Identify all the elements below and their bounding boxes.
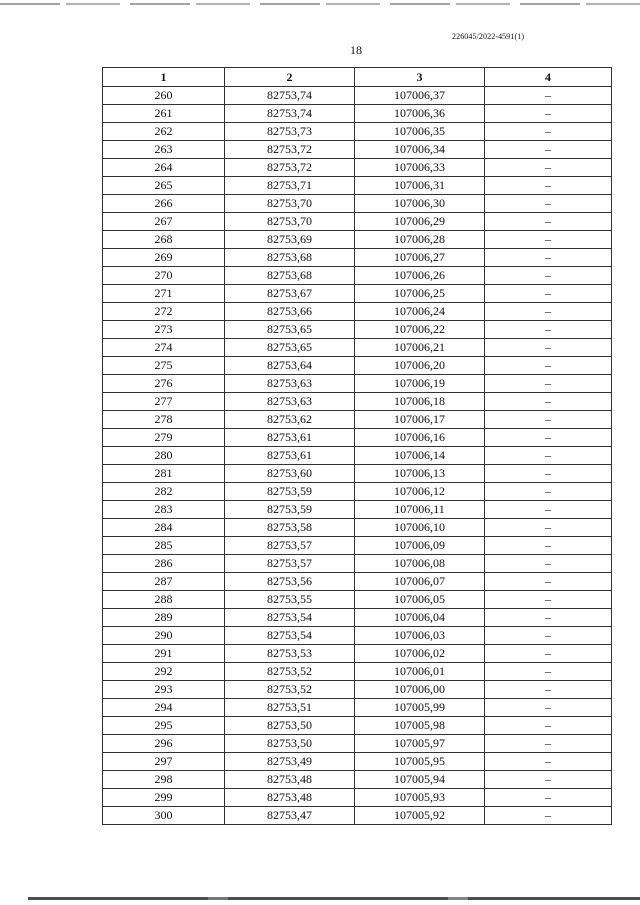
point-number-cell: 290: [103, 627, 225, 645]
table-row: [103, 411, 612, 429]
point-number-cell: 274: [103, 339, 225, 357]
x-coordinate-cell: 82753,73: [225, 123, 355, 141]
column-header-1: 1: [103, 68, 225, 87]
column-header-2: 2: [225, 68, 355, 87]
column-4-cell: –: [485, 591, 612, 609]
column-4-cell: –: [485, 429, 612, 447]
x-coordinate-cell: 82753,49: [225, 753, 355, 771]
column-4-cell: –: [485, 375, 612, 393]
x-coordinate-cell: 82753,70: [225, 213, 355, 231]
point-number-cell: 292: [103, 663, 225, 681]
coordinates-table: [102, 67, 612, 825]
table-row: [103, 699, 612, 717]
column-4-cell: –: [485, 231, 612, 249]
point-number-cell: 285: [103, 537, 225, 555]
y-coordinate-cell: 107006,34: [355, 141, 485, 159]
document-number: 226045/2022-4591(1): [452, 32, 525, 41]
column-4-cell: –: [485, 357, 612, 375]
x-coordinate-cell: 82753,68: [225, 249, 355, 267]
x-coordinate-cell: 82753,65: [225, 339, 355, 357]
y-coordinate-cell: 107006,02: [355, 645, 485, 663]
column-4-cell: –: [485, 807, 612, 825]
y-coordinate-cell: 107006,10: [355, 519, 485, 537]
column-header-3: 3: [355, 68, 485, 87]
x-coordinate-cell: 82753,63: [225, 375, 355, 393]
column-4-cell: –: [485, 465, 612, 483]
column-4-cell: –: [485, 159, 612, 177]
point-number-cell: 284: [103, 519, 225, 537]
y-coordinate-cell: 107006,05: [355, 591, 485, 609]
x-coordinate-cell: 82753,70: [225, 195, 355, 213]
column-4-cell: –: [485, 267, 612, 285]
x-coordinate-cell: 82753,53: [225, 645, 355, 663]
y-coordinate-cell: 107006,12: [355, 483, 485, 501]
column-4-cell: –: [485, 627, 612, 645]
y-coordinate-cell: 107006,00: [355, 681, 485, 699]
x-coordinate-cell: 82753,48: [225, 789, 355, 807]
y-coordinate-cell: 107006,25: [355, 285, 485, 303]
x-coordinate-cell: 82753,74: [225, 105, 355, 123]
table-row: [103, 483, 612, 501]
point-number-cell: 278: [103, 411, 225, 429]
y-coordinate-cell: 107006,33: [355, 159, 485, 177]
table-row: [103, 195, 612, 213]
point-number-cell: 275: [103, 357, 225, 375]
point-number-cell: 273: [103, 321, 225, 339]
column-4-cell: –: [485, 699, 612, 717]
point-number-cell: 300: [103, 807, 225, 825]
x-coordinate-cell: 82753,69: [225, 231, 355, 249]
column-4-cell: –: [485, 321, 612, 339]
x-coordinate-cell: 82753,66: [225, 303, 355, 321]
column-4-cell: –: [485, 789, 612, 807]
column-4-cell: –: [485, 645, 612, 663]
y-coordinate-cell: 107005,92: [355, 807, 485, 825]
column-4-cell: –: [485, 663, 612, 681]
y-coordinate-cell: 107006,01: [355, 663, 485, 681]
column-4-cell: –: [485, 411, 612, 429]
point-number-cell: 264: [103, 159, 225, 177]
point-number-cell: 269: [103, 249, 225, 267]
x-coordinate-cell: 82753,63: [225, 393, 355, 411]
point-number-cell: 283: [103, 501, 225, 519]
column-4-cell: –: [485, 393, 612, 411]
point-number-cell: 279: [103, 429, 225, 447]
table-row: [103, 357, 612, 375]
y-coordinate-cell: 107006,17: [355, 411, 485, 429]
table-row: [103, 249, 612, 267]
table-row: [103, 267, 612, 285]
y-coordinate-cell: 107005,99: [355, 699, 485, 717]
x-coordinate-cell: 82753,57: [225, 555, 355, 573]
table-row: [103, 501, 612, 519]
y-coordinate-cell: 107005,93: [355, 789, 485, 807]
y-coordinate-cell: 107006,27: [355, 249, 485, 267]
y-coordinate-cell: 107006,30: [355, 195, 485, 213]
y-coordinate-cell: 107005,98: [355, 717, 485, 735]
x-coordinate-cell: 82753,65: [225, 321, 355, 339]
point-number-cell: 282: [103, 483, 225, 501]
x-coordinate-cell: 82753,61: [225, 429, 355, 447]
x-coordinate-cell: 82753,48: [225, 771, 355, 789]
page-number: 18: [350, 43, 362, 57]
table-row: [103, 375, 612, 393]
x-coordinate-cell: 82753,58: [225, 519, 355, 537]
point-number-cell: 280: [103, 447, 225, 465]
point-number-cell: 276: [103, 375, 225, 393]
y-coordinate-cell: 107005,97: [355, 735, 485, 753]
y-coordinate-cell: 107006,35: [355, 123, 485, 141]
table-row: [103, 537, 612, 555]
point-number-cell: 294: [103, 699, 225, 717]
x-coordinate-cell: 82753,54: [225, 609, 355, 627]
x-coordinate-cell: 82753,74: [225, 87, 355, 105]
column-4-cell: –: [485, 141, 612, 159]
point-number-cell: 260: [103, 87, 225, 105]
x-coordinate-cell: 82753,56: [225, 573, 355, 591]
point-number-cell: 297: [103, 753, 225, 771]
x-coordinate-cell: 82753,55: [225, 591, 355, 609]
y-coordinate-cell: 107006,21: [355, 339, 485, 357]
table-row: [103, 807, 612, 825]
point-number-cell: 287: [103, 573, 225, 591]
x-coordinate-cell: 82753,47: [225, 807, 355, 825]
table-row: [103, 465, 612, 483]
column-4-cell: –: [485, 735, 612, 753]
table-row: [103, 519, 612, 537]
point-number-cell: 267: [103, 213, 225, 231]
table-row: [103, 447, 612, 465]
column-4-cell: –: [485, 303, 612, 321]
x-coordinate-cell: 82753,59: [225, 483, 355, 501]
y-coordinate-cell: 107005,95: [355, 753, 485, 771]
table-row: [103, 339, 612, 357]
x-coordinate-cell: 82753,57: [225, 537, 355, 555]
point-number-cell: 266: [103, 195, 225, 213]
table-row: [103, 573, 612, 591]
y-coordinate-cell: 107006,03: [355, 627, 485, 645]
column-4-cell: –: [485, 537, 612, 555]
point-number-cell: 289: [103, 609, 225, 627]
column-4-cell: –: [485, 771, 612, 789]
column-header-4: 4: [485, 68, 612, 87]
table-row: [103, 789, 612, 807]
table-row: [103, 771, 612, 789]
table-row: [103, 285, 612, 303]
column-4-cell: –: [485, 483, 612, 501]
table-row: [103, 213, 612, 231]
point-number-cell: 291: [103, 645, 225, 663]
point-number-cell: 293: [103, 681, 225, 699]
y-coordinate-cell: 107006,24: [355, 303, 485, 321]
x-coordinate-cell: 82753,51: [225, 699, 355, 717]
point-number-cell: 261: [103, 105, 225, 123]
x-coordinate-cell: 82753,54: [225, 627, 355, 645]
x-coordinate-cell: 82753,61: [225, 447, 355, 465]
column-4-cell: –: [485, 681, 612, 699]
point-number-cell: 270: [103, 267, 225, 285]
point-number-cell: 268: [103, 231, 225, 249]
scan-artifact-bottom-line: [28, 897, 640, 900]
y-coordinate-cell: 107006,16: [355, 429, 485, 447]
x-coordinate-cell: 82753,52: [225, 663, 355, 681]
table-row: [103, 753, 612, 771]
table-row: [103, 555, 612, 573]
table-row: [103, 609, 612, 627]
table-row: [103, 591, 612, 609]
table-header-row: [103, 68, 612, 87]
column-4-cell: –: [485, 753, 612, 771]
table-row: [103, 159, 612, 177]
x-coordinate-cell: 82753,67: [225, 285, 355, 303]
column-4-cell: –: [485, 249, 612, 267]
x-coordinate-cell: 82753,52: [225, 681, 355, 699]
table-row: [103, 645, 612, 663]
table-row: [103, 717, 612, 735]
point-number-cell: 299: [103, 789, 225, 807]
point-number-cell: 288: [103, 591, 225, 609]
point-number-cell: 265: [103, 177, 225, 195]
table-row: [103, 627, 612, 645]
point-number-cell: 262: [103, 123, 225, 141]
y-coordinate-cell: 107006,19: [355, 375, 485, 393]
point-number-cell: 277: [103, 393, 225, 411]
y-coordinate-cell: 107006,22: [355, 321, 485, 339]
point-number-cell: 286: [103, 555, 225, 573]
column-4-cell: –: [485, 573, 612, 591]
table-row: [103, 663, 612, 681]
y-coordinate-cell: 107006,31: [355, 177, 485, 195]
table-row: [103, 231, 612, 249]
x-coordinate-cell: 82753,72: [225, 141, 355, 159]
y-coordinate-cell: 107006,36: [355, 105, 485, 123]
column-4-cell: –: [485, 285, 612, 303]
table-row: [103, 177, 612, 195]
scan-artifact-top-line: [0, 3, 640, 5]
x-coordinate-cell: 82753,60: [225, 465, 355, 483]
column-4-cell: –: [485, 555, 612, 573]
y-coordinate-cell: 107006,11: [355, 501, 485, 519]
column-4-cell: –: [485, 195, 612, 213]
column-4-cell: –: [485, 519, 612, 537]
x-coordinate-cell: 82753,68: [225, 267, 355, 285]
point-number-cell: 295: [103, 717, 225, 735]
y-coordinate-cell: 107006,14: [355, 447, 485, 465]
point-number-cell: 271: [103, 285, 225, 303]
y-coordinate-cell: 107006,08: [355, 555, 485, 573]
table-row: [103, 321, 612, 339]
table-row: [103, 393, 612, 411]
table-row: [103, 303, 612, 321]
x-coordinate-cell: 82753,64: [225, 357, 355, 375]
y-coordinate-cell: 107006,18: [355, 393, 485, 411]
y-coordinate-cell: 107006,20: [355, 357, 485, 375]
y-coordinate-cell: 107006,07: [355, 573, 485, 591]
column-4-cell: –: [485, 501, 612, 519]
table-row: [103, 429, 612, 447]
y-coordinate-cell: 107005,94: [355, 771, 485, 789]
y-coordinate-cell: 107006,28: [355, 231, 485, 249]
column-4-cell: –: [485, 339, 612, 357]
column-4-cell: –: [485, 87, 612, 105]
point-number-cell: 281: [103, 465, 225, 483]
column-4-cell: –: [485, 123, 612, 141]
column-4-cell: –: [485, 213, 612, 231]
column-4-cell: –: [485, 177, 612, 195]
y-coordinate-cell: 107006,04: [355, 609, 485, 627]
table-body: [103, 87, 612, 825]
x-coordinate-cell: 82753,72: [225, 159, 355, 177]
point-number-cell: 296: [103, 735, 225, 753]
x-coordinate-cell: 82753,59: [225, 501, 355, 519]
table-row: [103, 141, 612, 159]
x-coordinate-cell: 82753,62: [225, 411, 355, 429]
y-coordinate-cell: 107006,37: [355, 87, 485, 105]
x-coordinate-cell: 82753,50: [225, 717, 355, 735]
table-row: [103, 87, 612, 105]
table-row: [103, 681, 612, 699]
table-row: [103, 735, 612, 753]
y-coordinate-cell: 107006,13: [355, 465, 485, 483]
column-4-cell: –: [485, 105, 612, 123]
y-coordinate-cell: 107006,09: [355, 537, 485, 555]
x-coordinate-cell: 82753,71: [225, 177, 355, 195]
column-4-cell: –: [485, 717, 612, 735]
y-coordinate-cell: 107006,29: [355, 213, 485, 231]
table-row: [103, 105, 612, 123]
point-number-cell: 298: [103, 771, 225, 789]
point-number-cell: 263: [103, 141, 225, 159]
point-number-cell: 272: [103, 303, 225, 321]
table-row: [103, 123, 612, 141]
column-4-cell: –: [485, 447, 612, 465]
x-coordinate-cell: 82753,50: [225, 735, 355, 753]
column-4-cell: –: [485, 609, 612, 627]
y-coordinate-cell: 107006,26: [355, 267, 485, 285]
